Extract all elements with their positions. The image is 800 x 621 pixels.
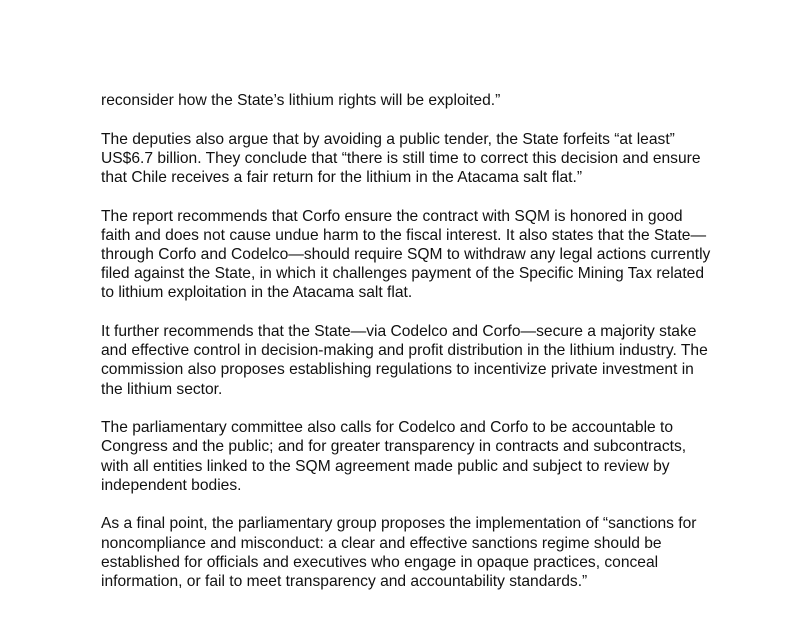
paragraph-3: The report recommends that Corfo ensure the contract with SQM is honored in good faith and does not cause undue harm to the fiscal interest. It also states that the State—through Corfo and Codelco—should require SQM to withdraw any legal actions currently filed against the State, in which it challenges payment of the Specific Mining Tax related to lithium exploitation in the Atacama salt flat.	[101, 207, 711, 302]
document-body	[101, 91, 713, 611]
paragraph-5: The parliamentary committee also calls for Codelco and Corfo to be accountable to Congress and the public; and for greater transparency in contracts and subcontracts, with all entities linked to the SQM agreement made public and subject to review by independent bodies.	[101, 419, 687, 494]
paragraph-1: reconsider how the State’s lithium rights will be exploited.”	[101, 92, 501, 109]
paragraph-4: It further recommends that the State—via Codelco and Corfo—secure a majority stake and effective control in decision-making and profit distribution in the lithium industry. The commission also proposes establishing regulations to incentivize private investment in the lithium sector.	[101, 323, 708, 398]
paragraph-2: The deputies also argue that by avoiding a public tender, the State forfeits “at least” US$6.7 billion. They conclude that “there is still time to correct this decision and ensure that Chile receives a fair return for the lithium in the Atacama salt flat.”	[101, 130, 701, 186]
paragraph-6: As a final point, the parliamentary group proposes the implementation of “sanctions for noncompliance and misconduct: a clear and effective sanctions regime should be established for officials and executives who engage in opaque practices, conceal information, or fail to meet transparency and accountability standards.”	[101, 515, 697, 591]
